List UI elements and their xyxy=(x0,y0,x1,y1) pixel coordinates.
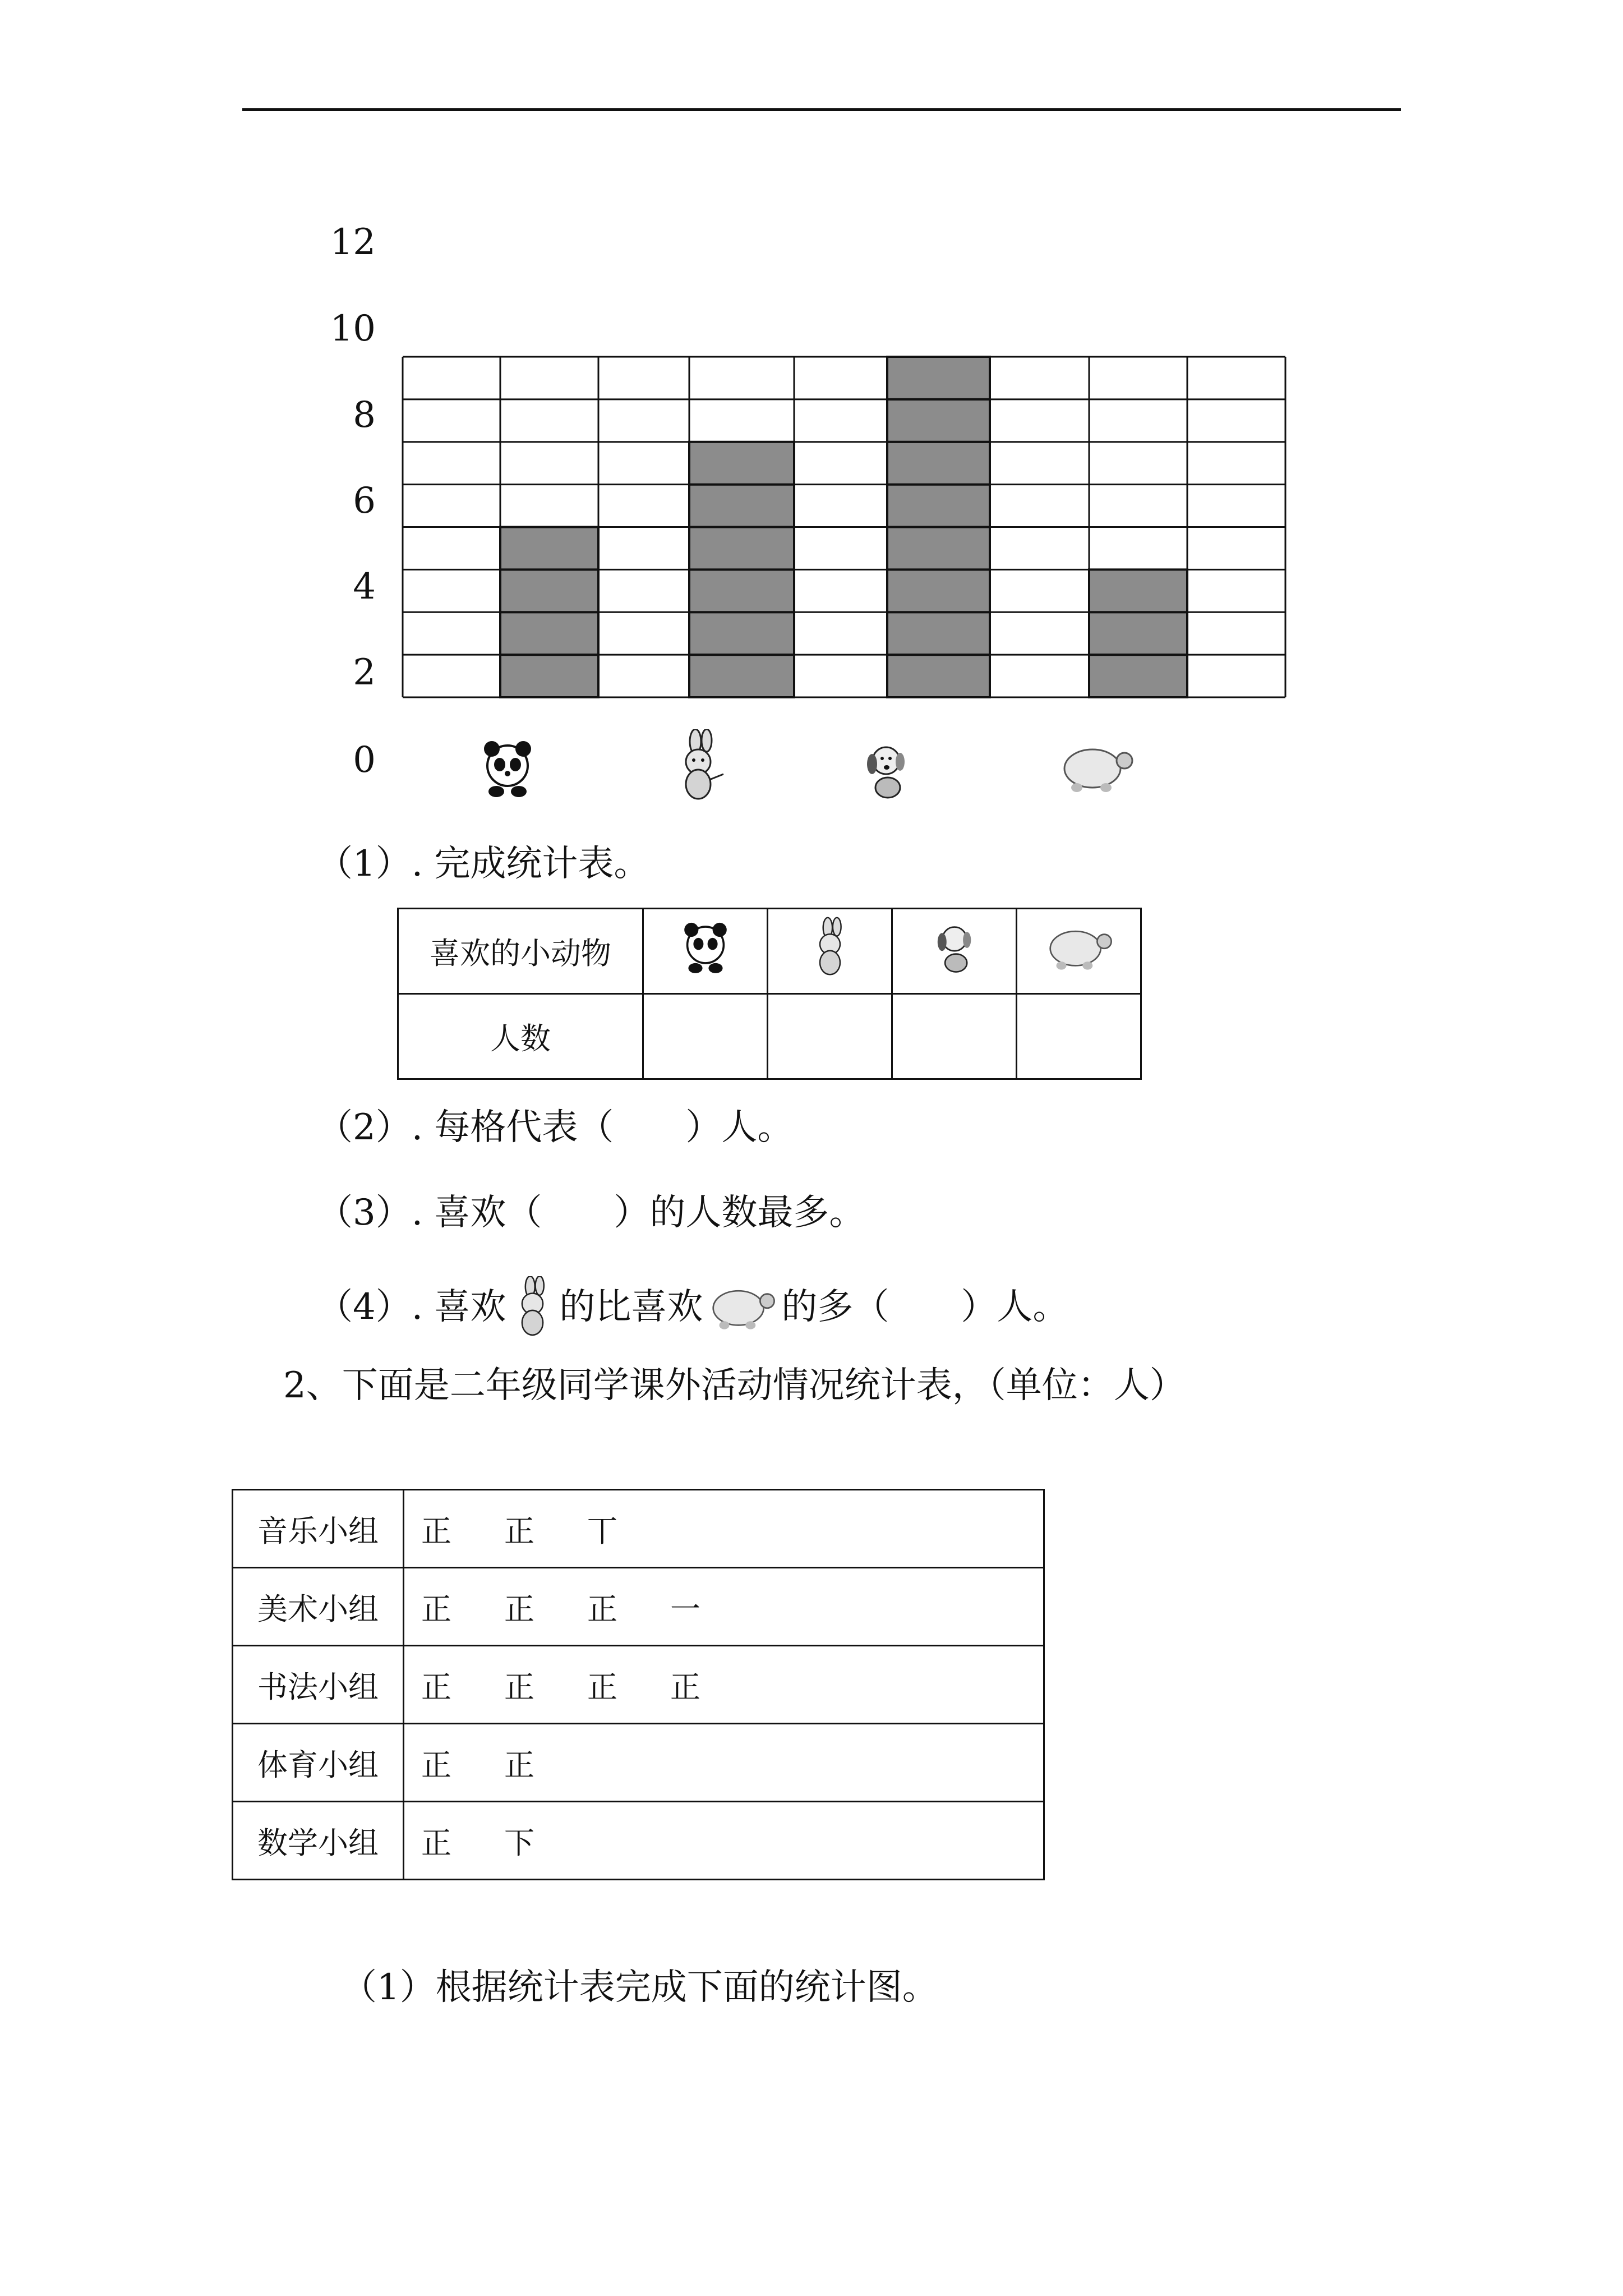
tally-mark: 下 xyxy=(504,1825,534,1861)
tally-mark: 正 xyxy=(421,1591,451,1627)
bar-chart xyxy=(0,0,1623,841)
bar-panda-cell xyxy=(500,655,598,697)
bar-dog-cell xyxy=(887,442,990,485)
q3: （3）. 喜欢（ ）的人数最多。 xyxy=(317,1192,865,1234)
tally-mark: 正 xyxy=(421,1669,451,1705)
tally-mark: 正 xyxy=(504,1747,534,1783)
tally-mark: 正 xyxy=(421,1825,451,1861)
bar-dog-cell xyxy=(887,569,990,612)
q2: （2）. 每格代表（ ）人。 xyxy=(317,1107,794,1148)
tally-marks xyxy=(404,1490,1044,1568)
y-tick-label: 12 xyxy=(330,222,376,263)
animal-stat-table xyxy=(397,908,1142,1080)
bar-dog-cell xyxy=(887,655,990,697)
dog-icon xyxy=(932,919,977,976)
tally-mark: 正 xyxy=(504,1591,534,1627)
table-row xyxy=(233,1568,1044,1646)
bar-rabbit-cell xyxy=(689,569,794,612)
panda-icon xyxy=(680,919,731,976)
turtle-icon xyxy=(1054,739,1138,795)
tally-mark: 正 xyxy=(421,1513,451,1549)
bar-rabbit-cell xyxy=(689,442,794,485)
tally-mark: 正 xyxy=(421,1747,451,1783)
table-row xyxy=(233,1724,1044,1802)
bar-turtle-cell xyxy=(1089,569,1187,612)
answer-cell-dog[interactable] xyxy=(892,994,1017,1079)
bar-panda-cell xyxy=(500,527,598,570)
q1-prompt: （1）. 完成统计表。 xyxy=(317,843,650,885)
turtle-icon xyxy=(703,1282,781,1332)
bar-panda-cell xyxy=(500,612,598,655)
answer-cell-turtle[interactable] xyxy=(1017,994,1141,1079)
group-name: 音乐小组 xyxy=(233,1490,404,1568)
group-name: 数学小组 xyxy=(233,1802,404,1880)
q4-part1: （4）. 喜欢 xyxy=(317,1286,506,1328)
bar-dog-cell xyxy=(887,612,990,655)
y-tick-label: 6 xyxy=(353,480,376,522)
section2-title: 2、下面是二年级同学课外活动情况统计表，（单位：人） xyxy=(283,1365,1186,1406)
tally-marks xyxy=(404,1802,1044,1880)
answer-cell-rabbit[interactable] xyxy=(768,994,892,1079)
y-tick-label: 8 xyxy=(353,394,376,436)
answer-cell-panda[interactable] xyxy=(643,994,768,1079)
table-row xyxy=(233,1646,1044,1724)
tally-mark: 正 xyxy=(587,1591,617,1627)
y-tick-label: 0 xyxy=(353,739,376,781)
q4-part2: 的比喜欢 xyxy=(559,1286,703,1328)
header-label: 喜欢的小动物 xyxy=(398,909,643,994)
group-name: 体育小组 xyxy=(233,1724,404,1802)
bar-rabbit-cell xyxy=(689,612,794,655)
bar-rabbit-cell xyxy=(689,655,794,697)
q4 xyxy=(317,1276,1068,1338)
panda-header xyxy=(643,909,768,994)
table-row xyxy=(233,1802,1044,1880)
dog-icon xyxy=(861,739,911,801)
group-name: 书法小组 xyxy=(233,1646,404,1724)
y-tick-label: 10 xyxy=(330,308,376,349)
y-tick-label: 2 xyxy=(353,652,376,693)
bar-dog-cell xyxy=(887,357,990,399)
bar-turtle-cell xyxy=(1089,612,1187,655)
row-label: 人数 xyxy=(398,994,643,1079)
bar-rabbit-cell xyxy=(689,527,794,570)
q4-part3: 的多（ ）人。 xyxy=(781,1286,1069,1328)
turtle-icon xyxy=(1040,922,1118,973)
tally-marks xyxy=(404,1646,1044,1724)
section2-task: （1）根据统计表完成下面的统计图。 xyxy=(341,1967,938,2008)
bar-turtle-cell xyxy=(1089,655,1187,697)
tally-mark: 正 xyxy=(504,1669,534,1705)
tally-mark: 正 xyxy=(504,1513,534,1549)
bar-dog-cell xyxy=(887,527,990,570)
y-tick-label: 4 xyxy=(353,566,376,608)
rabbit-icon xyxy=(506,1276,559,1338)
table-row xyxy=(233,1490,1044,1568)
group-name: 美术小组 xyxy=(233,1568,404,1646)
turtle-header xyxy=(1017,909,1141,994)
tally-mark: 丅 xyxy=(587,1513,617,1549)
rabbit-icon xyxy=(805,917,855,978)
bar-panda-cell xyxy=(500,569,598,612)
dog-header xyxy=(892,909,1017,994)
tally-mark: 一 xyxy=(670,1591,700,1627)
bar-dog-cell xyxy=(887,399,990,442)
tally-mark: 正 xyxy=(587,1669,617,1705)
bar-rabbit-cell xyxy=(689,485,794,527)
rabbit-header xyxy=(768,909,892,994)
tally-marks xyxy=(404,1568,1044,1646)
bar-dog-cell xyxy=(887,485,990,527)
panda-icon xyxy=(479,738,536,799)
rabbit-icon xyxy=(667,729,729,802)
activity-tally-table xyxy=(232,1489,1045,1880)
tally-marks xyxy=(404,1724,1044,1802)
tally-mark: 正 xyxy=(670,1669,700,1705)
